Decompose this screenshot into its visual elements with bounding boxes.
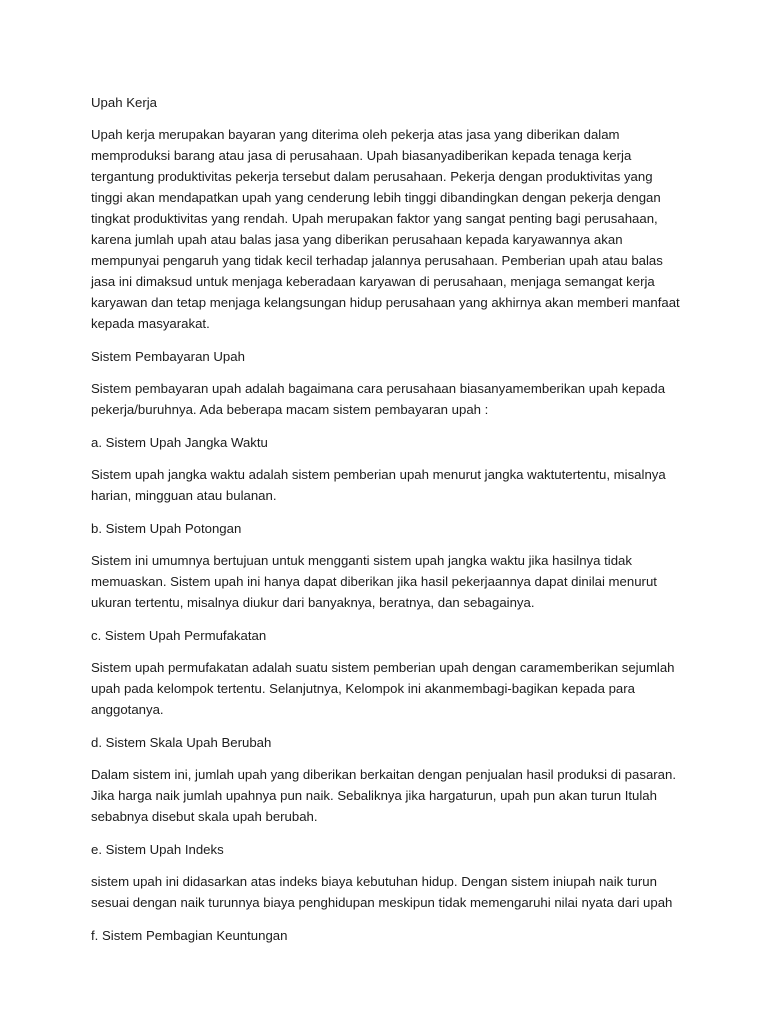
item-body-d: Dalam sistem ini, jumlah upah yang diberikan berkaitan dengan penjualan hasil produksi di pasaran. Jika harga naik jumlah upahnya pun naik. Sebaliknya jika hargaturun, upah pun akan turun Itulah sebabnya disebut skala upah berubah. (91, 767, 677, 824)
item-heading-d: d. Sistem Skala Upah Berubah (91, 735, 272, 750)
document-page (91, 92, 681, 957)
document-title: Upah Kerja (91, 95, 157, 110)
item-heading-f: f. Sistem Pembagian Keuntungan (91, 928, 288, 943)
item-heading-c: c. Sistem Upah Permufakatan (91, 628, 267, 643)
item-heading-e: e. Sistem Upah Indeks (91, 842, 224, 857)
item-body-b: Sistem ini umumnya bertujuan untuk mengganti sistem upah jangka waktu jika hasilnya tidak memuaskan. Sistem upah ini hanya dapat diberikan jika hasil pekerjaannya dapat dinilai menurut ukuran tertentu, misalnya diukur dari banyaknya, beratnya, dan sebagainya. (91, 553, 657, 610)
section-intro-paragraph: Sistem pembayaran upah adalah bagaimana cara perusahaan biasanyamemberikan upah kepada pekerja/buruhnya. Ada beberapa macam sistem pembayaran upah : (91, 381, 666, 417)
item-body-a: Sistem upah jangka waktu adalah sistem pemberian upah menurut jangka waktutertentu, misalnya harian, mingguan atau bulanan. (91, 467, 666, 503)
item-heading-a: a. Sistem Upah Jangka Waktu (91, 435, 268, 450)
section-heading: Sistem Pembayaran Upah (91, 349, 245, 364)
item-body-c: Sistem upah permufakatan adalah suatu sistem pemberian upah dengan caramemberikan sejumlah upah pada kelompok tertentu. Selanjutnya, Kelompok ini akanmembagi-bagikan kepada para anggotanya. (91, 660, 675, 717)
item-heading-b: b. Sistem Upah Potongan (91, 521, 242, 536)
item-body-e: sistem upah ini didasarkan atas indeks biaya kebutuhan hidup. Dengan sistem iniupah naik turun sesuai dengan naik turunnya biaya penghidupan meskipun tidak memengaruhi nilai nyata dari upah (91, 874, 673, 910)
intro-paragraph: Upah kerja merupakan bayaran yang diterima oleh pekerja atas jasa yang diberikan dalam memproduksi barang atau jasa di perusahaan. Upah biasanyadiberikan kepada tenaga kerja tergantung produktivitas pekerja tersebut dalam perusahaan. Pekerja dengan produktivitas yang tinggi akan mendapatkan upah yang cenderung lebih tinggi dibandingkan dengan pekerja dengan tingkat produktivitas yang rendah. Upah merupakan faktor yang sangat penting bagi perusahaan, karena jumlah upah atau balas jasa yang diberikan perusahaan kepada karyawannya akan mempunyai pengaruh yang tidak kecil terhadap jalannya perusahaan. Pemberian upah atau balas jasa ini dimaksud untuk menjaga keberadaan karyawan di perusahaan, menjaga semangat kerja karyawan dan tetap menjaga kelangsungan hidup perusahaan yang akhirnya akan memberi manfaat kepada masyarakat. (91, 127, 680, 331)
